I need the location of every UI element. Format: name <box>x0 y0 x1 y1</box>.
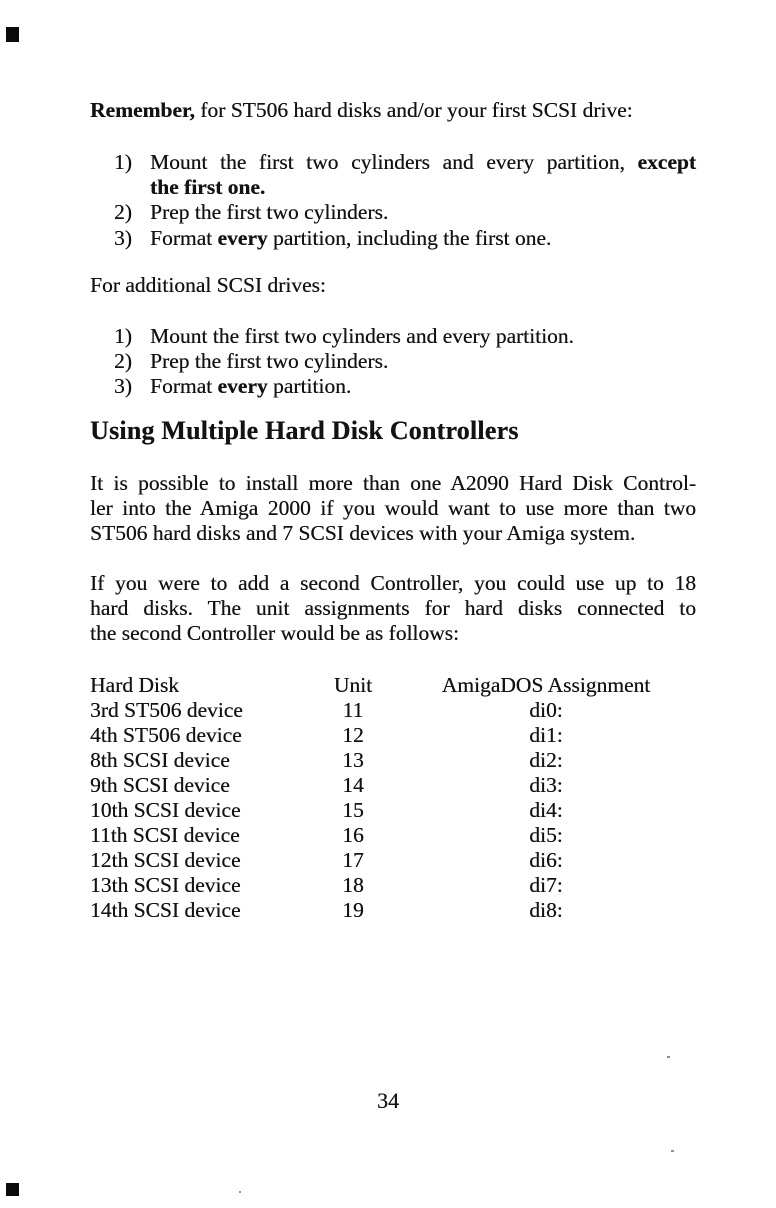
scsi-intro-paragraph: For additional SCSI drives: <box>90 273 326 297</box>
paragraph-line: It is possible to install more than one A2090 Hard Disk Control- <box>90 471 696 495</box>
list-item-number: 2) <box>114 200 132 225</box>
table-row <box>90 798 696 823</box>
table-cell: di4: <box>529 798 563 822</box>
table-cell: 17 <box>342 848 364 872</box>
list-item <box>90 324 696 349</box>
scan-mark-top-left <box>6 27 19 42</box>
table-cell: 8th SCSI device <box>90 748 230 772</box>
list-item-text: Mount the first two cylinders and every partition. <box>150 324 574 348</box>
list-item-text: Format every partition. <box>150 374 352 399</box>
assignments-table <box>90 673 696 923</box>
table-row <box>90 823 696 848</box>
paragraph-second-controller <box>90 571 696 647</box>
st506-list <box>90 150 696 251</box>
table-cell: 11th SCSI device <box>90 823 240 847</box>
scan-speck <box>239 1191 241 1193</box>
table-row <box>90 698 696 723</box>
table-cell: 19 <box>342 898 364 922</box>
paragraph-line: If you were to add a second Controller, you could use up to 18 <box>90 571 696 595</box>
table-cell: 4th ST506 device <box>90 723 242 747</box>
table-cell: 13 <box>342 748 364 772</box>
table-cell: 16 <box>342 823 364 847</box>
paragraph-line: the second Controller would be as follows: <box>90 621 460 646</box>
table-row <box>90 898 696 923</box>
list-item <box>90 200 696 225</box>
paragraph-line: ler into the Amiga 2000 if you would want to use more than two <box>90 496 696 521</box>
table-cell: 3rd ST506 device <box>90 698 243 722</box>
paragraph-line: hard disks. The unit assignments for hard disks connected to <box>90 596 696 621</box>
paragraph-line: ST506 hard disks and 7 SCSI devices with your Amiga system. <box>90 521 636 546</box>
column-header: Hard Disk <box>90 673 179 697</box>
table-cell: di8: <box>529 898 563 922</box>
column-header: AmigaDOS Assignment <box>441 673 651 697</box>
table-cell: di6: <box>529 848 563 872</box>
table-cell: 9th SCSI device <box>90 773 230 797</box>
scsi-list <box>90 324 696 400</box>
list-item <box>90 374 696 399</box>
table-row <box>90 723 696 748</box>
scan-speck <box>671 1150 674 1152</box>
assignments-table-body <box>90 698 696 923</box>
table-cell: 12 <box>342 723 364 747</box>
page-number: 34 <box>377 1088 399 1113</box>
intro-paragraph <box>90 98 696 123</box>
intro-lead: Remember, <box>90 98 195 122</box>
table-cell: di2: <box>529 748 563 772</box>
list-item-line: Mount the first two cylinders and every partition, <box>150 150 638 174</box>
paragraph-controllers <box>90 471 696 547</box>
scan-mark-bottom-left <box>6 1183 19 1196</box>
list-item <box>90 226 696 251</box>
table-cell: 15 <box>342 798 364 822</box>
table-cell: 12th SCSI device <box>90 848 241 872</box>
column-header: Unit <box>333 673 373 697</box>
table-row <box>90 848 696 873</box>
list-item-text: Format every partition, including the first one. <box>150 225 552 250</box>
list-item-number: 1) <box>114 324 132 348</box>
list-item-text <box>150 150 696 200</box>
table-row <box>90 748 696 773</box>
table-cell: di1: <box>529 723 563 747</box>
table-cell: di3: <box>529 773 563 797</box>
table-cell: di5: <box>529 823 563 847</box>
table-cell: 11 <box>342 698 364 722</box>
table-header-row <box>90 673 696 698</box>
table-cell: di0: <box>529 698 563 722</box>
list-item-number: 3) <box>114 225 132 250</box>
table-row <box>90 873 696 898</box>
list-item-line-bold: except <box>637 150 696 174</box>
list-item <box>90 150 696 200</box>
section-heading: Using Multiple Hard Disk Controllers <box>90 416 519 445</box>
table-cell: 14th SCSI device <box>90 898 241 922</box>
list-item-text: Prep the first two cylinders. <box>150 349 389 374</box>
table-cell: 18 <box>342 873 364 897</box>
list-item-number: 1) <box>114 150 132 174</box>
list-item-text: Prep the first two cylinders. <box>150 200 389 225</box>
list-item <box>90 349 696 374</box>
table-cell: 13th SCSI device <box>90 873 241 897</box>
intro-rest: for ST506 hard disks and/or your first SCSI drive: <box>194 98 633 122</box>
list-item-number: 2) <box>114 349 132 374</box>
table-cell: di7: <box>529 873 563 897</box>
table-row <box>90 773 696 798</box>
scan-speck <box>667 1056 670 1058</box>
list-item-number: 3) <box>114 374 132 399</box>
list-item-line-bold: the first one. <box>150 175 266 200</box>
table-cell: 14 <box>342 773 364 797</box>
table-cell: 10th SCSI device <box>90 798 241 822</box>
